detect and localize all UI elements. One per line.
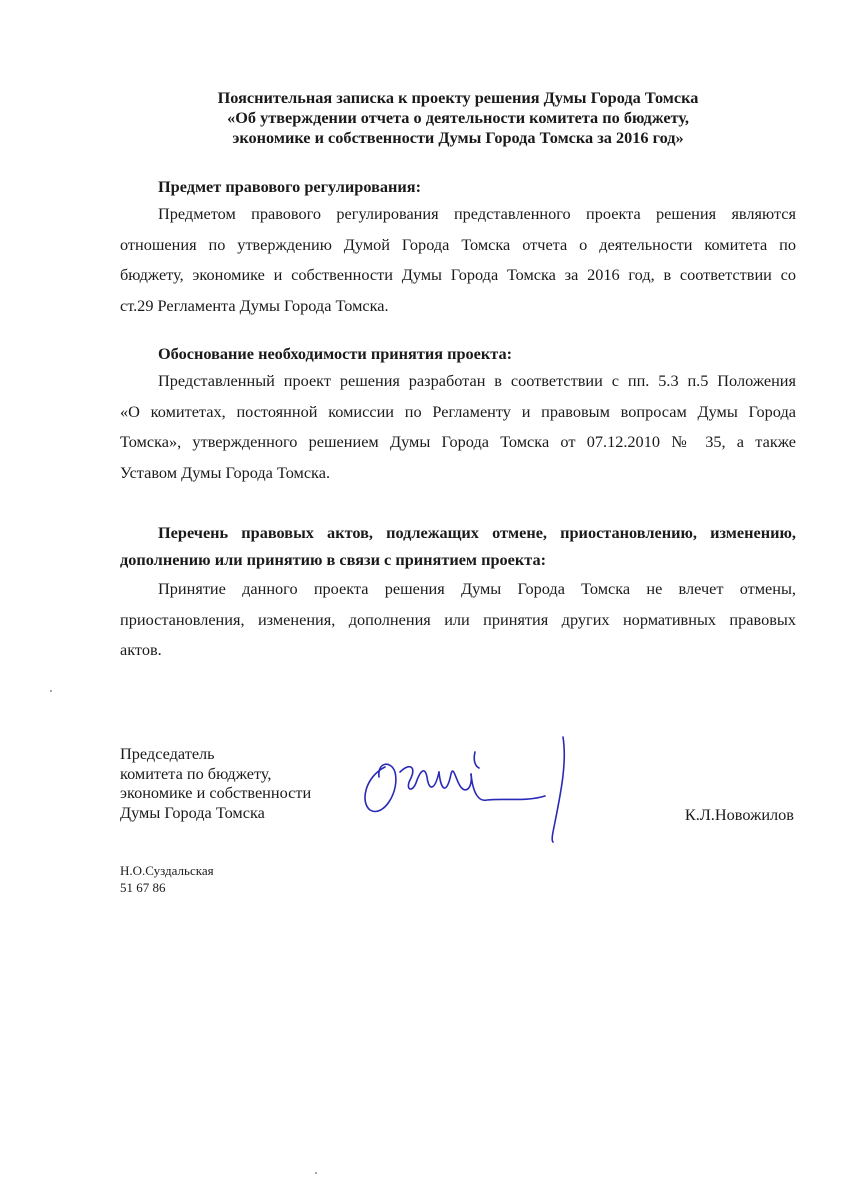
signatory-position	[120, 744, 311, 822]
position-line: Думы Города Томска	[120, 802, 265, 822]
title-line-3: экономике и собственности Думы Города Томска за 2016 год»	[232, 128, 684, 147]
paragraph-line: бюджету, экономике и собственности Думы Города Томска за 2016 год, в соответствии со	[120, 265, 796, 284]
heading-line: дополнению или принятию в связи с принятием проекта:	[120, 550, 547, 569]
paragraph-line: приостановления, изменения, дополнения или принятия других нормативных правовых	[120, 609, 796, 629]
scan-speck	[315, 1172, 317, 1174]
section-1-heading: Предмет правового регулирования:	[158, 177, 422, 196]
heading-line: Перечень правовых актов, подлежащих отмене, приостановлению, изменению,	[158, 523, 796, 542]
paragraph-line: Принятие данного проекта решения Думы Города Томска не влечет отмены,	[158, 579, 796, 598]
paragraph-line: отношения по утверждению Думой Города Томска отчета о деятельности комитета по	[120, 234, 796, 254]
paragraph-line: Томска», утвержденного решением Думы Города Томска от 07.12.2010 № 35, а также	[120, 432, 796, 451]
paragraph-line: Предметом правового регулирования представленного проекта решения являются	[158, 204, 796, 223]
section-1-paragraph	[120, 199, 796, 321]
handwritten-signature	[355, 732, 595, 847]
position-line: комитета по бюджету,	[120, 763, 272, 783]
paragraph-line: «О комитетах, постоянной комиссии по Регламенту и правовым вопросам Думы Города	[120, 401, 796, 421]
paragraph-line: актов.	[120, 640, 162, 659]
signer-name: К.Л.Новожилов	[684, 805, 794, 824]
executor-info	[120, 862, 214, 896]
title-line-2: «Об утверждении отчета о деятельности комитета по бюджету,	[227, 108, 689, 127]
section-2-paragraph	[120, 366, 796, 488]
title-line-1: Пояснительная записка к проекту решения Думы Города Томска	[217, 88, 699, 107]
paragraph-line: ст.29 Регламента Думы Города Томска.	[120, 295, 389, 315]
section-3-heading	[120, 519, 796, 573]
position-line: экономике и собственности	[120, 783, 312, 802]
executor-phone: 51 67 86	[120, 880, 166, 895]
paragraph-line: Представленный проект решения разработан в соответствии с пп. 5.3 п.5 Положения	[158, 371, 796, 390]
section-2-heading: Обоснование необходимости принятия проекта:	[158, 344, 513, 363]
document-title	[120, 88, 796, 148]
executor-name: Н.О.Суздальская	[120, 863, 214, 878]
position-line: Председатель	[120, 744, 215, 763]
scan-speck	[50, 690, 52, 692]
paragraph-line: Уставом Думы Города Томска.	[120, 462, 331, 482]
section-3-paragraph	[120, 574, 796, 666]
